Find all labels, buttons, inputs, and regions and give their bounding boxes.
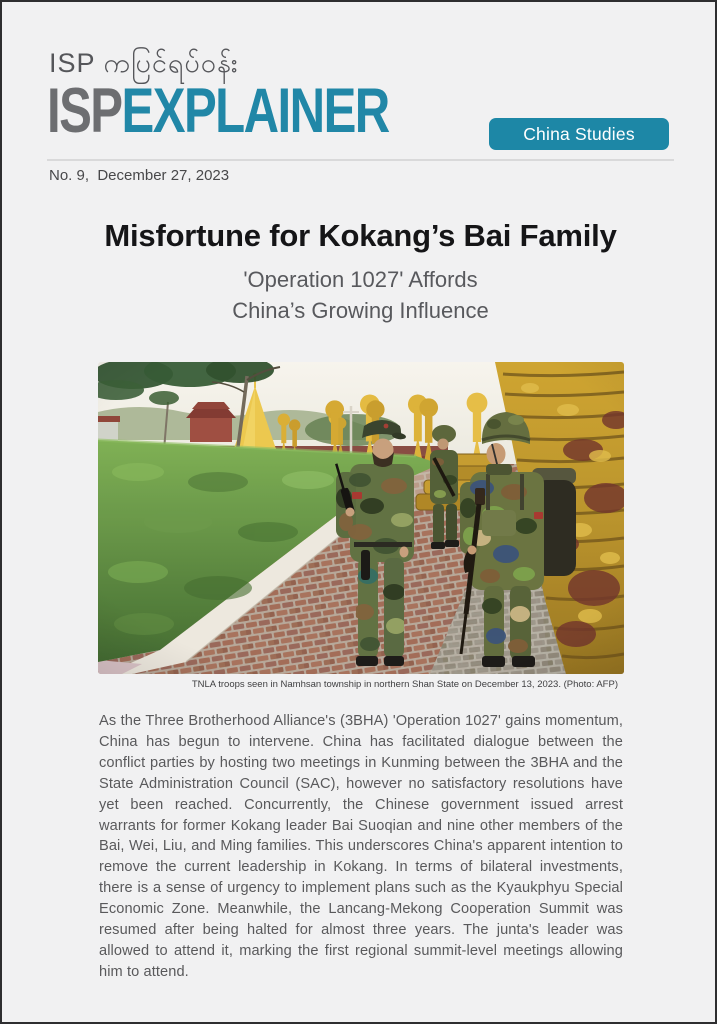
isp-explainer-logo bbox=[47, 78, 389, 144]
photo-caption: TNLA troops seen in Namhsan township in northern Shan State on December 13, 2023. (Photo: AFP) bbox=[191, 679, 618, 690]
article-subtitle bbox=[2, 264, 717, 326]
subtitle-line-1: 'Operation 1027' Affords bbox=[243, 267, 478, 292]
logo-explainer-text: EXPLAINER bbox=[121, 76, 389, 146]
article-photo bbox=[98, 362, 624, 674]
article-title: Misfortune for Kokang’s Bai Family bbox=[104, 218, 617, 253]
header-divider bbox=[47, 159, 674, 161]
china-studies-badge: China Studies bbox=[489, 118, 669, 150]
burmese-title: ISP ကပြင်ရပ်ဝန်း bbox=[49, 48, 239, 78]
subtitle-line-2: China’s Growing Influence bbox=[232, 298, 489, 323]
issue-date-line: No. 9, December 27, 2023 bbox=[49, 167, 230, 184]
photo-illustration bbox=[98, 362, 624, 674]
article-body: As the Three Brotherhood Alliance's (3BHA) 'Operation 1027' gains momentum, China has begun to intervene. China has facilitated dialogue between the conflict parties by hosting two meetings in Kunming between the 3BHA and the State Administration Council (SAC), however no satisfactory resolutions have yet been reached. Concurrently, the Chinese government issued arrest warrants for former Kokang leader Bai Suoqian and nine other members of the Bai, Wei, Liu, and Ming families. This underscores China's apparent intention to remove the current leadership in Kokang. In terms of bilateral investments, there is a sense of urgency to implement plans such as the Kyaukphyu Special Economic Zone. Meanwhile, the Lancang-Mekong Cooperation Summit was resumed after being halted for almost three years. The junta's leader was allowed to attend it, marking the first regional summit-level meetings allowing him to attend. bbox=[99, 713, 623, 980]
logo-isp-text: ISP bbox=[47, 76, 122, 146]
